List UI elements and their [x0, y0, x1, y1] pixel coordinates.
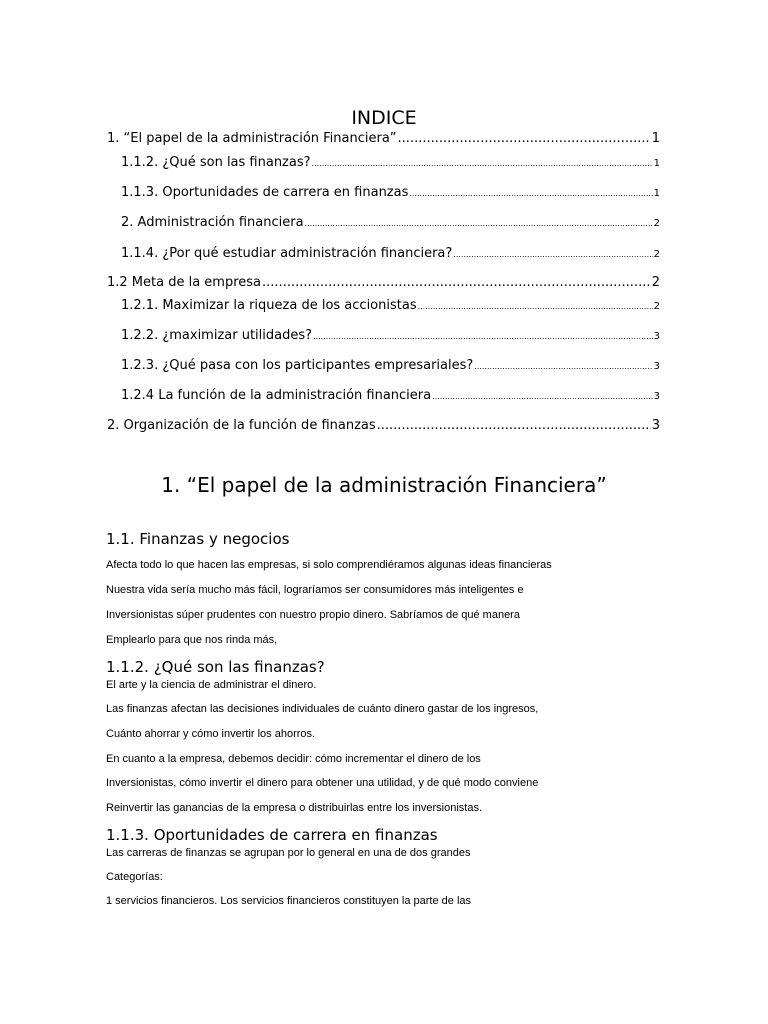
paragraph-line: Reinvertir las ganancias de la empresa o distribuirlas entre los inversionistas.: [106, 802, 483, 814]
toc-entry-label: 2. Administración financiera: [121, 215, 304, 230]
toc-entry[interactable]: [121, 358, 660, 373]
chapter-heading: 1. “El papel de la administración Financiera”: [161, 473, 607, 497]
toc-entry-page: 1: [651, 131, 660, 146]
toc-entry-label: 1. “El papel de la administración Financiera”: [107, 131, 397, 146]
toc-leader-dots: [377, 418, 651, 433]
toc-entry-page: 3: [651, 418, 660, 433]
toc-leader-dots: [453, 250, 652, 259]
toc-entry[interactable]: [121, 215, 660, 230]
toc-entry-label: 1.2.4 La función de la administración financiera: [121, 388, 432, 403]
toc-leader-dots: [398, 131, 651, 146]
paragraph-line: En cuanto a la empresa, debemos decidir: cómo incrementar el dinero de los: [106, 753, 481, 765]
toc-entry-label: 1.2.3. ¿Qué pasa con los participantes empresariales?: [121, 358, 474, 373]
paragraph-line: Inversionistas súper prudentes con nuestro propio dinero. Sabríamos de qué manera: [106, 609, 520, 621]
toc-entry[interactable]: [121, 388, 660, 403]
toc-leader-dots: [312, 159, 653, 168]
toc-entry[interactable]: [121, 155, 660, 170]
toc-leader-dots: [474, 362, 652, 371]
section-heading: 1.1.3. Oportunidades de carrera en finanzas: [106, 826, 438, 844]
toc-entry-label: 1.1.3. Oportunidades de carrera en finanzas: [121, 185, 409, 200]
toc-leader-dots: [409, 189, 652, 198]
paragraph-line: Nuestra vida sería mucho más fácil, lograríamos ser consumidores más inteligentes e: [106, 584, 524, 596]
toc-entry-page: 3: [653, 331, 660, 342]
toc-entry-label: 2. Organización de la función de finanzas: [107, 418, 376, 433]
paragraph-line: 1 servicios financieros. Los servicios financieros constituyen la parte de las: [106, 895, 472, 907]
toc-title: INDICE: [351, 107, 417, 129]
toc-entry[interactable]: [107, 131, 660, 146]
paragraph-line: Las finanzas afectan las decisiones individuales de cuánto dinero gastar de los ingresos,: [106, 703, 539, 715]
toc-leader-dots: [432, 392, 653, 401]
toc-entry-label: 1.2 Meta de la empresa: [107, 275, 262, 290]
section-heading: 1.1. Finanzas y negocios: [106, 530, 290, 548]
toc-entry-page: 2: [651, 275, 660, 290]
toc-entry-label: 1.1.2. ¿Qué son las finanzas?: [121, 155, 311, 170]
toc-entry[interactable]: [107, 418, 660, 433]
paragraph-line: Afecta todo lo que hacen las empresas, si solo comprendiéramos algunas ideas financieras: [106, 559, 552, 571]
section-heading: 1.1.2. ¿Qué son las finanzas?: [106, 658, 325, 676]
paragraph-line: El arte y la ciencia de administrar el dinero.: [106, 679, 317, 691]
toc-entry-page: 2: [653, 301, 660, 312]
toc-entry[interactable]: [121, 185, 660, 200]
toc-entry[interactable]: [121, 246, 660, 261]
toc-entry[interactable]: [121, 328, 660, 343]
toc-entry-page: 1: [653, 188, 660, 199]
toc-entry-page: 3: [653, 361, 660, 372]
paragraph-line: Emplearlo para que nos rinda más,: [106, 634, 278, 646]
toc-entry[interactable]: [107, 275, 660, 290]
toc-entry-page: 2: [653, 249, 660, 260]
toc-entry-label: 1.2.1. Maximizar la riqueza de los accionistas: [121, 298, 417, 313]
paragraph-line: Inversionistas, cómo invertir el dinero para obtener una utilidad, y de qué modo conviene: [106, 777, 539, 789]
toc-leader-dots: [305, 219, 653, 228]
toc-leader-dots: [418, 302, 653, 311]
toc-entry-page: 3: [653, 391, 660, 402]
toc-entry-label: 1.2.2. ¿maximizar utilidades?: [121, 328, 313, 343]
toc-entry-page: 2: [653, 218, 660, 229]
toc-entry-label: 1.1.4. ¿Por qué estudiar administración financiera?: [121, 246, 453, 261]
toc-leader-dots: [262, 275, 651, 290]
toc-leader-dots: [313, 332, 653, 341]
paragraph-line: Categorías:: [106, 871, 163, 883]
paragraph-line: Cuánto ahorrar y cómo invertir los ahorros.: [106, 728, 316, 740]
toc-entry-page: 1: [653, 158, 660, 169]
paragraph-line: Las carreras de finanzas se agrupan por lo general en una de dos grandes: [106, 847, 471, 859]
toc-entry[interactable]: [121, 298, 660, 313]
